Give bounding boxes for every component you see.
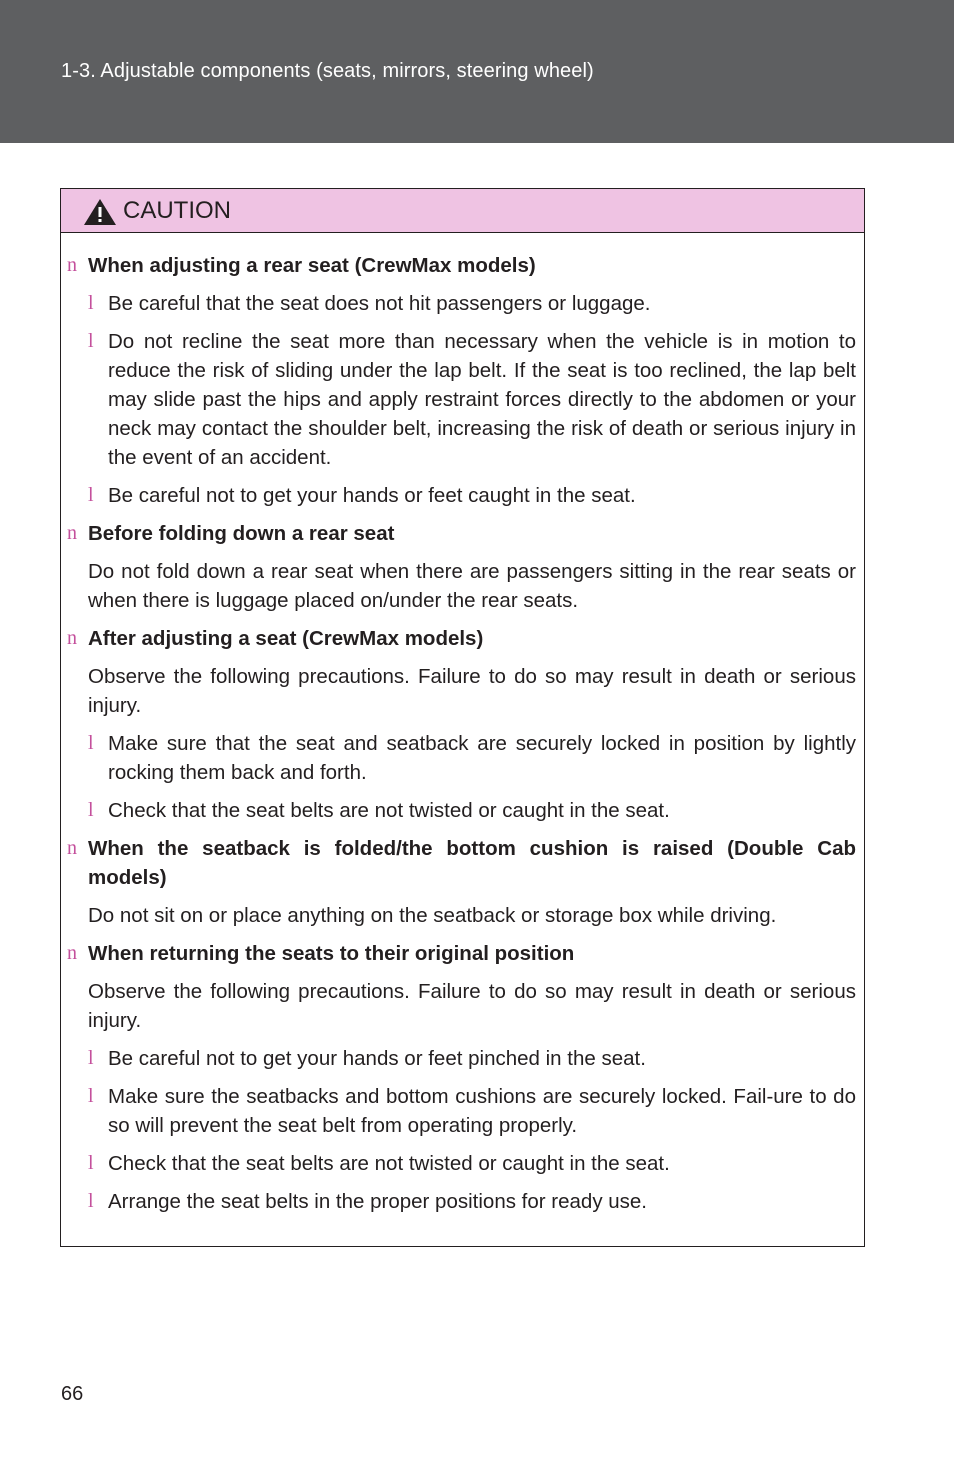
list-item-text: Check that the seat belts are not twisted or caught in the seat. — [108, 1152, 670, 1175]
section-paragraph: Do not fold down a rear seat when there are passengers sitting in the rear seats or when there is luggage placed on/under the rear seats. — [88, 560, 856, 612]
list-item — [67, 1149, 856, 1178]
warning-triangle-icon — [83, 198, 117, 226]
list-item — [67, 481, 856, 510]
section-paragraph: Observe the following precautions. Failure to do so may result in death or serious injury. — [88, 665, 856, 717]
item-bullet: l — [88, 330, 94, 352]
section-bullet: n — [67, 837, 77, 859]
list-item — [67, 1082, 856, 1140]
list-item — [67, 327, 856, 472]
section-title-text: When returning the seats to their original position — [88, 942, 575, 965]
section-title-folding-rear-seat — [67, 519, 856, 548]
section-bullet: n — [67, 522, 77, 544]
list-item — [67, 289, 856, 318]
page-number: 66 — [61, 1383, 84, 1405]
section-title-returning-seats — [67, 939, 856, 968]
section-title-text: Before folding down a rear seat — [88, 522, 395, 545]
section-paragraph: Observe the following precautions. Failure to do so may result in death or serious injury. — [88, 980, 856, 1032]
caution-header — [61, 189, 864, 233]
list-item — [67, 1187, 856, 1216]
list-item-text: Make sure the seatbacks and bottom cushions are securely locked. Fail-ure to do so will prevent the seat belt from operating properly. — [108, 1085, 856, 1137]
item-bullet: l — [88, 1085, 94, 1107]
list-item-text: Do not recline the seat more than necessary when the vehicle is in motion to reduce the risk of sliding under the lap belt. If the seat is too reclined, the lap belt may slide past the hips and apply restraint forces directly to the abdomen or your neck may contact the shoulder belt, increasing the risk of death or serious injury in the event of an accident. — [108, 330, 856, 469]
list-item-text: Be careful not to get your hands or feet caught in the seat. — [108, 484, 636, 507]
section-bullet: n — [67, 254, 77, 276]
section-title-after-adjusting — [67, 624, 856, 653]
list-item — [67, 796, 856, 825]
item-bullet: l — [88, 1152, 94, 1174]
list-item-text: Arrange the seat belts in the proper positions for ready use. — [108, 1190, 648, 1213]
section-title-text: When adjusting a rear seat (CrewMax models) — [88, 254, 536, 277]
list-item — [67, 1044, 856, 1073]
list-item — [67, 729, 856, 787]
caution-label: CAUTION — [123, 196, 231, 224]
item-bullet: l — [88, 484, 94, 506]
caution-box — [60, 188, 865, 1247]
item-bullet: l — [88, 292, 94, 314]
section-bullet: n — [67, 627, 77, 649]
section-paragraph: Do not sit on or place anything on the seatback or storage box while driving. — [88, 904, 777, 927]
item-bullet: l — [88, 799, 94, 821]
section-header-title: 1-3. Adjustable components (seats, mirrors, steering wheel) — [61, 60, 594, 82]
list-item-text: Make sure that the seat and seatback are securely locked in position by lightly rocking them back and forth. — [108, 732, 856, 784]
section-title-seatback-folded — [67, 834, 856, 892]
section-title-rear-seat-adjust — [67, 251, 856, 280]
list-item-text: Be careful not to get your hands or feet pinched in the seat. — [108, 1047, 646, 1070]
section-title-text: When the seatback is folded/the bottom cushion is raised (Double Cab models) — [88, 837, 856, 889]
section-title-text: After adjusting a seat (CrewMax models) — [88, 627, 484, 650]
item-bullet: l — [88, 1047, 94, 1069]
list-item-text: Be careful that the seat does not hit passengers or luggage. — [108, 292, 651, 315]
caution-body — [61, 233, 864, 1216]
item-bullet: l — [88, 732, 94, 754]
item-bullet: l — [88, 1190, 94, 1212]
section-bullet: n — [67, 942, 77, 964]
header-band — [0, 0, 954, 143]
list-item-text: Check that the seat belts are not twisted or caught in the seat. — [108, 799, 670, 822]
